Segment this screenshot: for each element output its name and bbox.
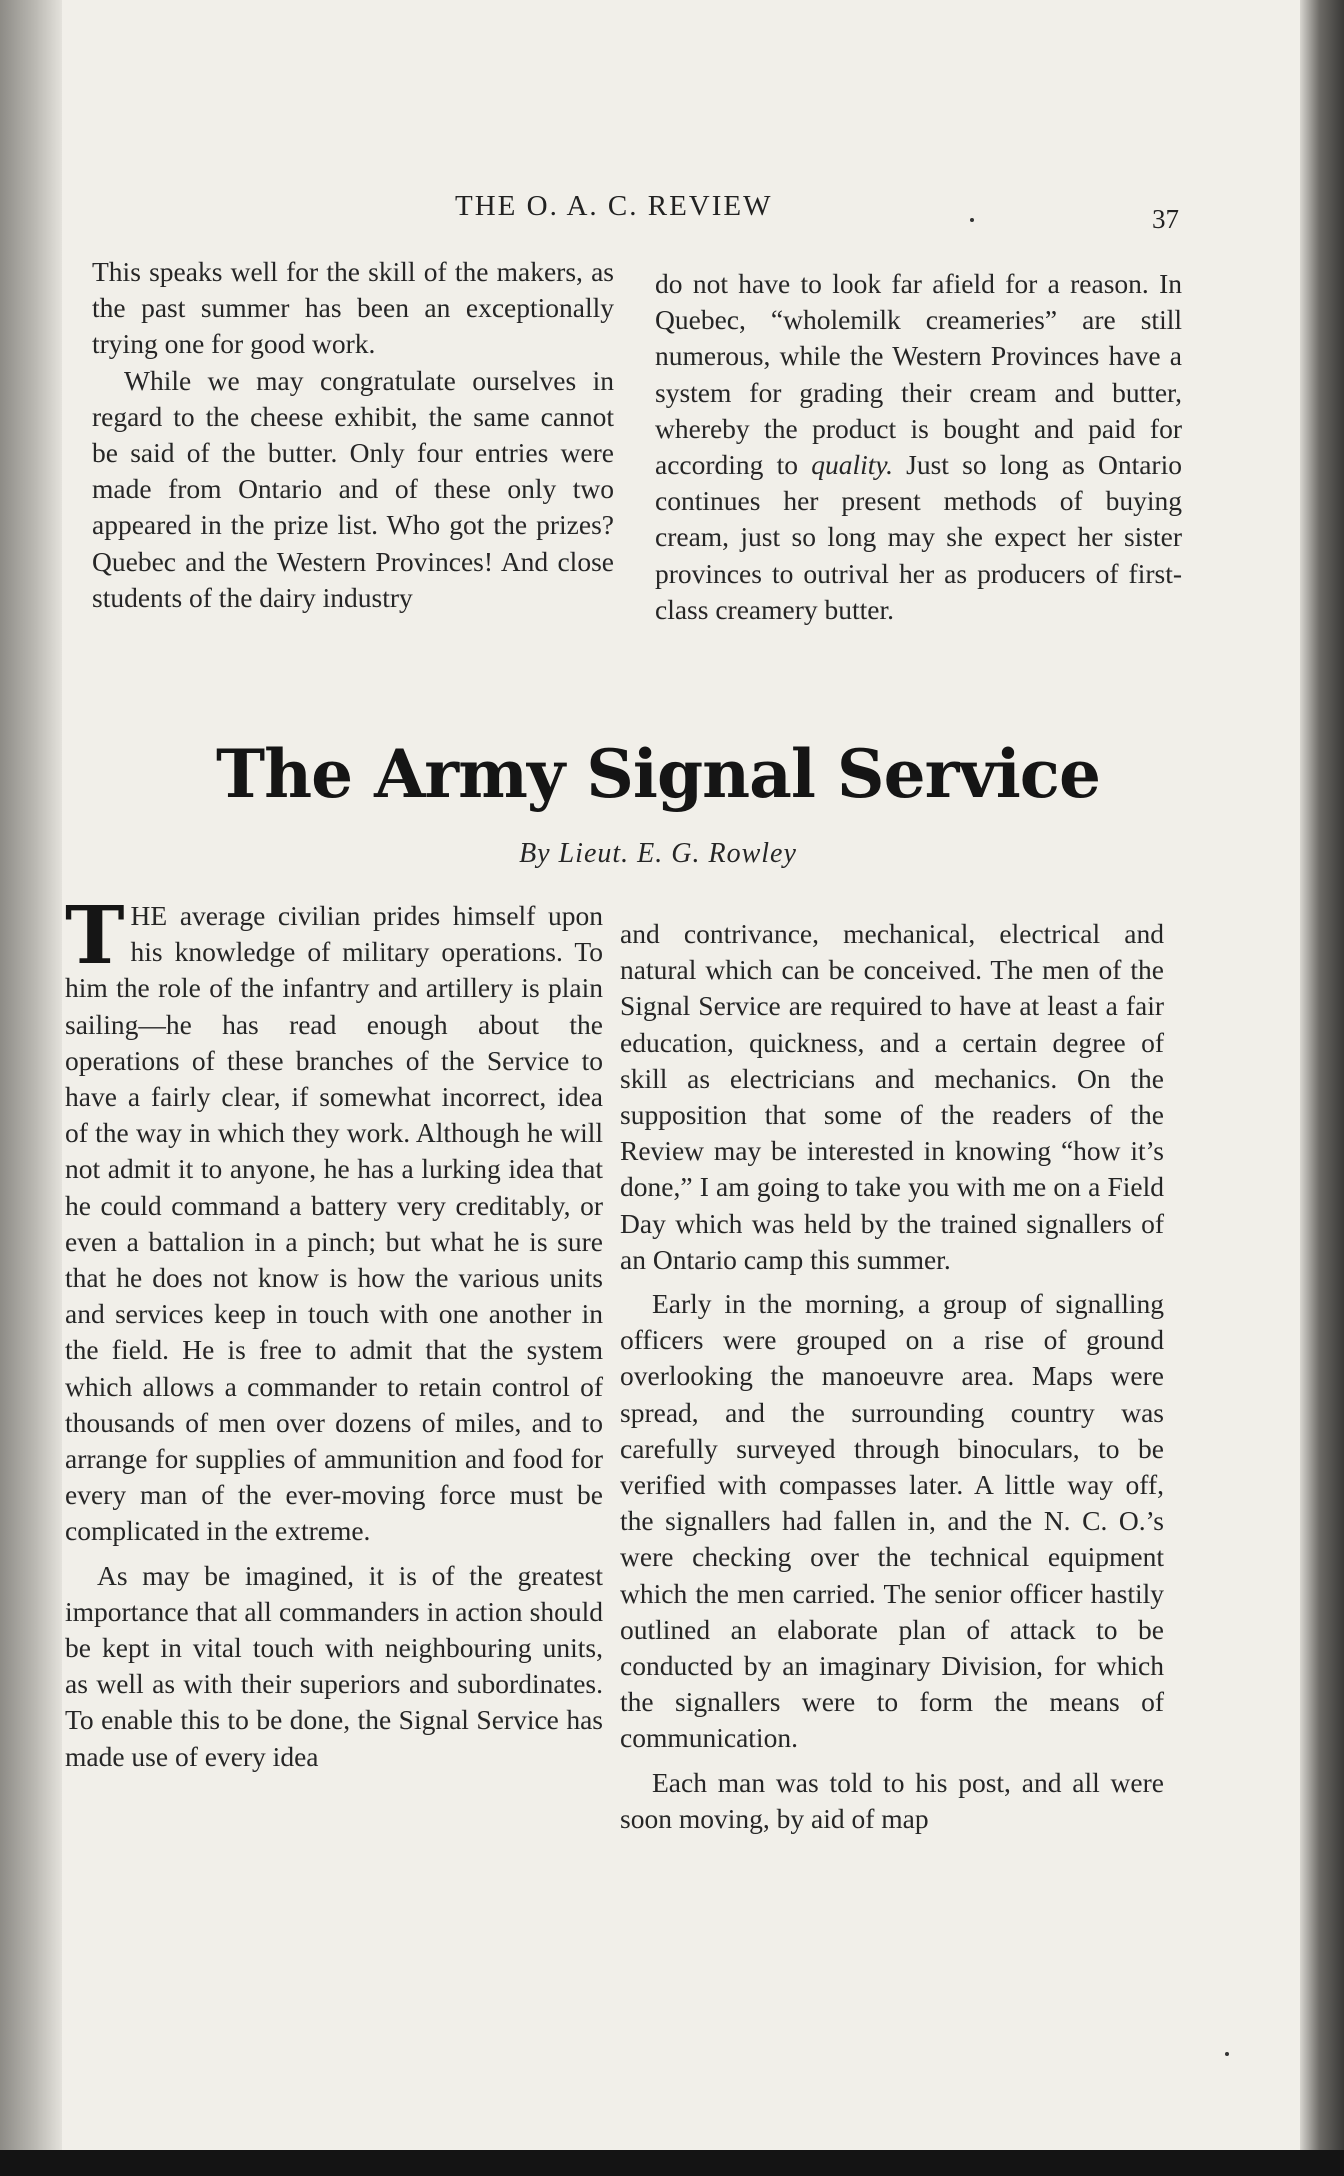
paragraph: and contrivance, mechanical, electrical and natural which can be conceived. The men of the Signal Service are required to have at least a fair education, quickness, and a certain degree of skill as electricians and mechanics. On the supposition that some of the readers of the Review may be interested in knowing “how it’s done,” I am going to take you with me on a Field Day which was held by the trained signallers of an Ontario camp this summer. [620,918,1164,1275]
print-speck [970,218,974,222]
top-left-column [92,254,614,616]
paragraph: While we may congratulate ourselves in regard to the cheese exhibit, the same cannot be said of the butter. Only four entries were made from Ontario and of these only two appeared in the prize list. Who got the prizes? Quebec and the Western Provinces! And close students of the dairy industry [92,364,614,613]
paragraph: Each man was told to his post, and all were soon moving, by aid of map [620,1766,1164,1834]
article-left-column [65,888,603,1775]
paragraph-text: Just so long as Ontario continues her present methods of buying cream, just so long may she expect her sister provinces to outrival her as producers of first-class creamery butter. [655,449,1182,625]
paragraph-text: do not have to look far afield for a reason. In Quebec, “wholemilk creameries” are still numerous, while the Western Provinces have a system for grading their cream and butter, whereby the product is bought and paid for according to [655,268,1182,481]
page-gutter-shadow [0,0,62,2150]
print-speck [1225,2052,1229,2056]
page-edge-shadow [1300,0,1344,2176]
article-title: The Army Signal Service [216,735,1100,813]
top-right-column [655,266,1182,628]
paragraph: This speaks well for the skill of the makers, as the past summer has been an exceptionally trying one for good work. [92,256,614,360]
emphasis-quality: quality. [811,449,893,481]
opening-paragraph [65,888,603,1550]
journal-title: THE O. A. C. REVIEW [455,190,773,222]
article-right-column [620,916,1164,1837]
page-number: 37 [1152,204,1179,234]
paragraph: As may be imagined, it is of the greatest importance that all commanders in action should be kept in vital touch with neighbouring units, as well as with their superiors and subordinates. To enable this to be done, the Signal Service has made use of every idea [65,1559,603,1772]
scan-border [0,2150,1344,2176]
article-byline: By Lieut. E. G. Rowley [519,838,797,869]
paragraph [655,266,1182,628]
drop-cap: T [65,888,125,982]
running-head [0,190,1316,234]
paragraph: Early in the morning, a group of signalling officers were grouped on a rise of ground overlooking the manoeuvre area. Maps were spread, and the surrounding country was carefully surveyed through binoculars, to be verified with compasses later. A little way off, the signallers had fallen in, and the N. C. O.’s were checking over the technical equipment which the men carried. The senior officer hastily outlined an elaborate plan of attack to be conducted by an imaginary Division, for which the signallers were to form the means of communication. [620,1288,1164,1754]
paragraph-text: HE average civilian prides himself upon his knowledge of military operations. To him the role of the infantry and artillery is plain sailing—he has read enough about the operations of these branches of the Service to have a fairly clear, if somewhat incorrect, idea of the way in which they work. Although he will not admit it to anyone, he has a lurking idea that he could command a battery very creditably, or even a battalion in a pinch; but what he is sure that he does not know is how the various units and services keep in touch with one another in the field. He is free to admit that the system which allows a commander to retain control of thousands of men over dozens of miles, and to arrange for supplies of ammunition and food for every man of the ever-moving force must be complicated in the extreme. [65,900,603,1547]
